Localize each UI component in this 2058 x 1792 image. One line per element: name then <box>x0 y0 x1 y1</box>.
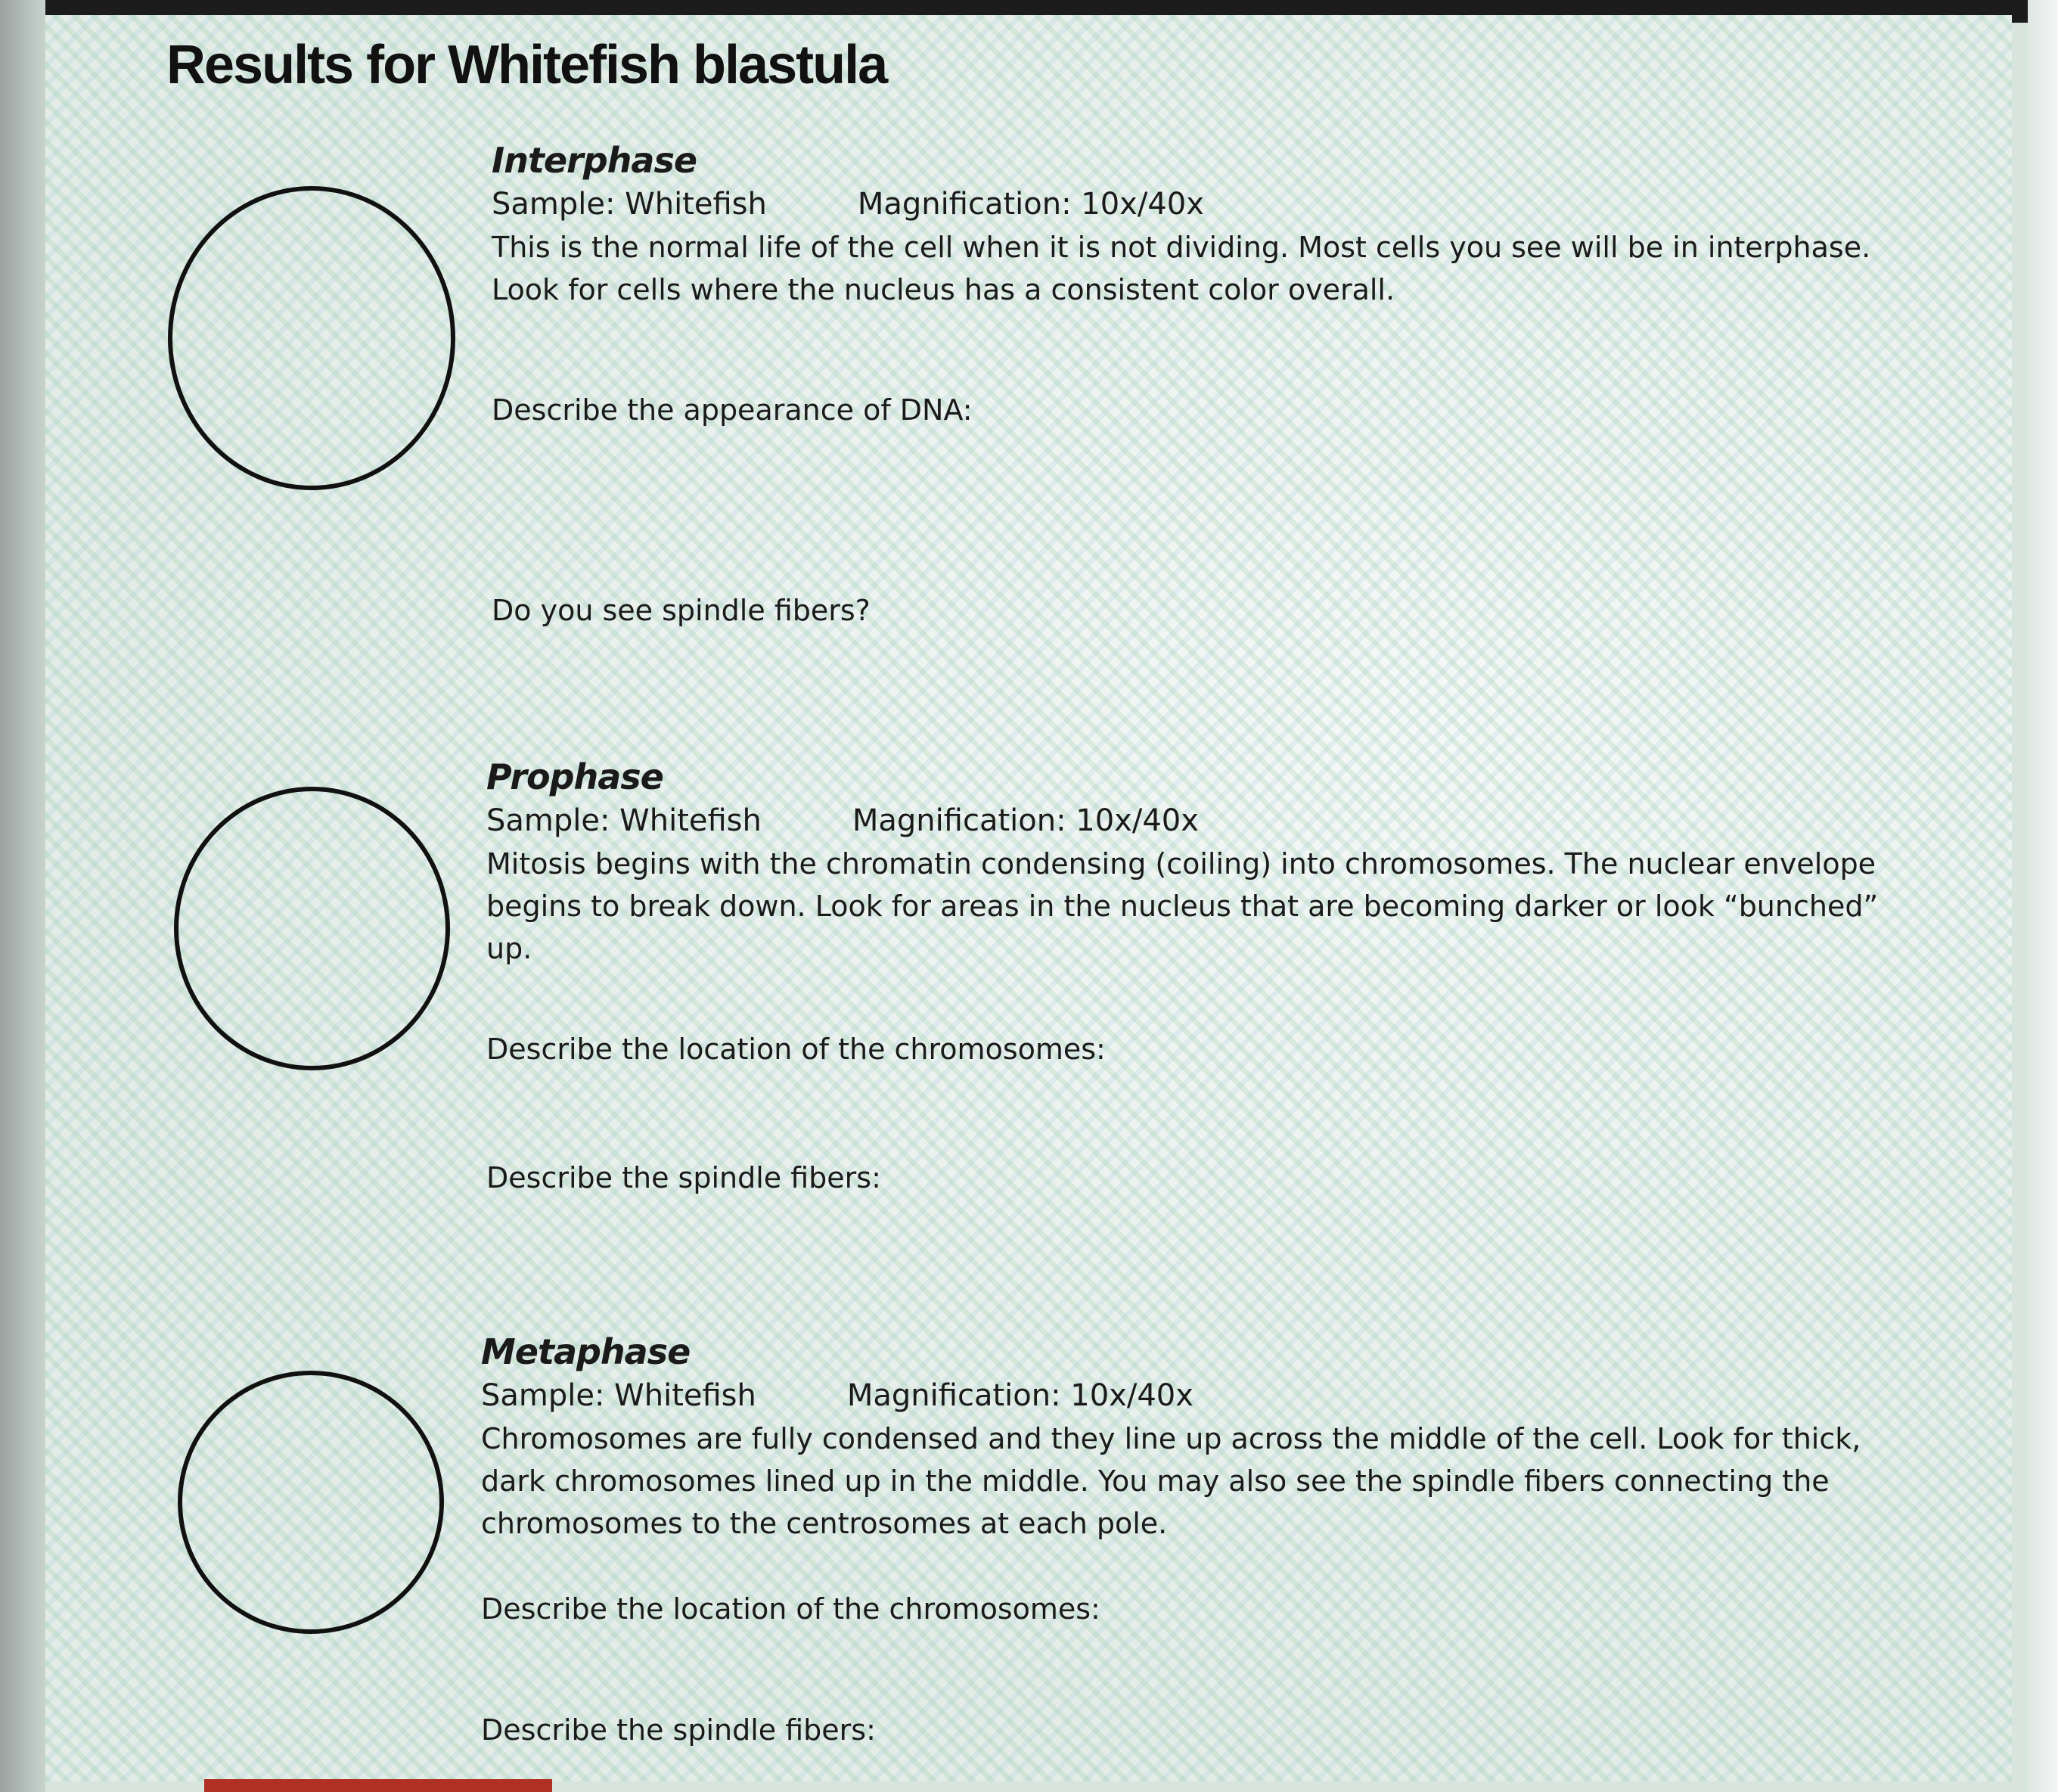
phase-description: Mitosis begins with the chromatin condensing (coiling) into chromosomes. The nuclear envelope begins to break down. Look for areas in the nucleus that are becoming darker or look “bunched” up. <box>486 847 1879 965</box>
section-interphase <box>492 140 1929 669</box>
section-metaphase <box>481 1331 1918 1778</box>
phase-description: This is the normal life of the cell when it is not dividing. Most cells you see will be in interphase. Look for cells where the nucleus has a consistent color overall. <box>492 231 1871 306</box>
question-spindle-fibers: Describe the spindle fibers: <box>481 1713 876 1747</box>
sample-meta <box>492 187 1929 222</box>
question-chromosome-location: Describe the location of the chromosomes: <box>486 1033 1106 1066</box>
sample-meta <box>481 1378 1918 1413</box>
sample-meta <box>486 803 1923 838</box>
phase-heading: Interphase <box>492 140 697 181</box>
monitor-bezel-right <box>2028 0 2058 1792</box>
drawing-circle-interphase[interactable] <box>168 186 455 490</box>
question-chromosome-location: Describe the location of the chromosomes: <box>481 1592 1100 1626</box>
section-prophase <box>486 756 1923 1248</box>
taskbar-strip <box>204 1779 552 1792</box>
magnification-label: Magnification: 10x/40x <box>857 187 1204 222</box>
page-title: Results for Whitefish blastula <box>166 35 887 95</box>
drawing-circle-metaphase[interactable] <box>178 1371 444 1634</box>
question-dna-appearance: Describe the appearance of DNA: <box>492 393 973 427</box>
monitor-bezel-left <box>0 0 45 1792</box>
question-spindle-fibers: Do you see spindle fibers? <box>492 594 871 627</box>
sample-label: Sample: Whitefish <box>492 187 767 222</box>
magnification-label: Magnification: 10x/40x <box>846 1378 1194 1413</box>
sample-label: Sample: Whitefish <box>486 803 762 838</box>
phase-heading: Prophase <box>486 756 663 797</box>
drawing-circle-prophase[interactable] <box>174 787 450 1070</box>
phase-heading: Metaphase <box>481 1331 691 1372</box>
sample-label: Sample: Whitefish <box>481 1378 756 1413</box>
question-spindle-fibers: Describe the spindle fibers: <box>486 1161 881 1194</box>
magnification-label: Magnification: 10x/40x <box>852 803 1199 838</box>
phase-description: Chromosomes are fully condensed and they line up across the middle of the cell. Look for thick, dark chromosomes lined up in the middle. You may also see the spindle fibers connecting the chromosomes to the centrosomes at each pole. <box>481 1422 1861 1540</box>
